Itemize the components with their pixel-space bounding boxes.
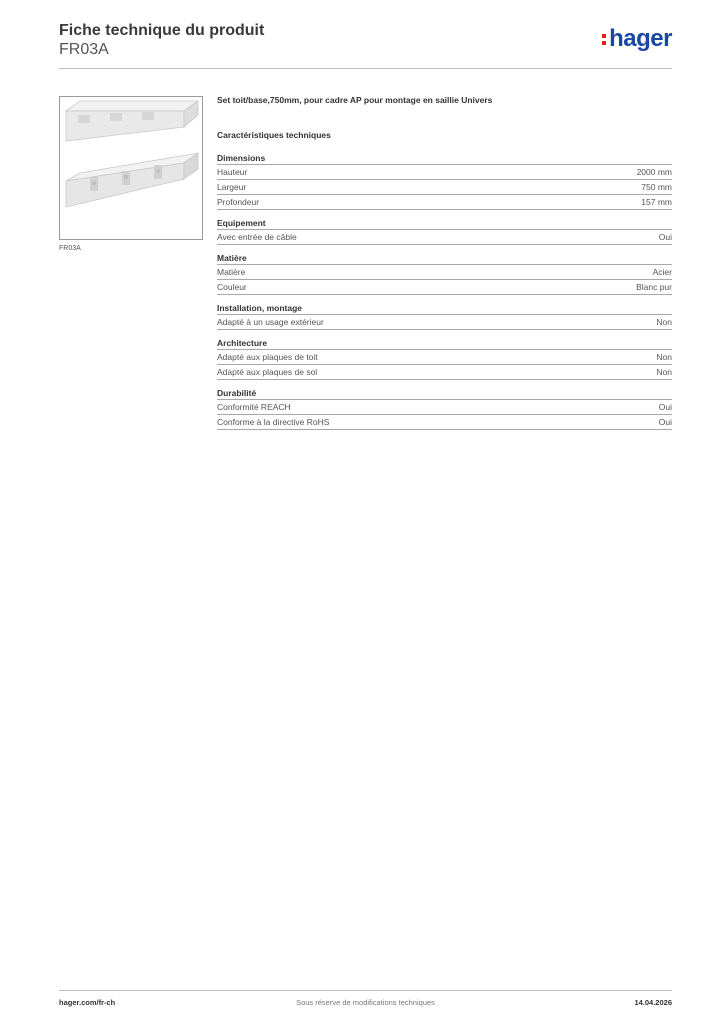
hager-logo [602, 25, 672, 53]
footer-website: hager.com/fr-ch [59, 998, 116, 1007]
spec-label: Adapté à un usage extérieur [217, 317, 324, 327]
footer-divider [59, 990, 672, 991]
spec-label: Adapté aux plaques de toit [217, 352, 318, 362]
product-description: Set toit/base,750mm, pour cadre AP pour montage en saillie Univers [217, 95, 493, 105]
spec-row [217, 314, 672, 330]
spec-group-equipement [217, 217, 672, 245]
spec-label: Hauteur [217, 167, 248, 177]
spec-row [217, 279, 672, 295]
spec-group-matiere [217, 252, 672, 295]
spec-label: Conforme à la directive RoHS [217, 417, 330, 427]
spec-label: Matière [217, 267, 246, 277]
footer-date: 14.04.2026 [634, 998, 672, 1007]
group-title: Durabilité [217, 388, 257, 398]
spec-value: Blanc pur [636, 282, 672, 292]
spec-row [217, 399, 672, 414]
spec-value: Acier [652, 267, 672, 277]
spec-panel [217, 95, 672, 437]
spec-value: Oui [658, 417, 672, 427]
group-title: Architecture [217, 338, 268, 348]
spec-label: Profondeur [217, 197, 260, 207]
spec-group-durabilite [217, 387, 672, 430]
spec-value: 157 mm [641, 197, 672, 207]
spec-label: Avec entrée de câble [217, 232, 297, 242]
spec-value: 750 mm [641, 182, 672, 192]
group-title: Dimensions [217, 153, 266, 163]
spec-label: Couleur [217, 282, 247, 292]
spec-label: Adapté aux plaques de sol [217, 367, 318, 377]
product-code: FR03A [59, 41, 109, 58]
spec-value: Oui [658, 402, 672, 412]
product-image [59, 96, 203, 240]
spec-row [217, 179, 672, 194]
spec-label: Conformité REACH [217, 402, 291, 412]
product-illustration [60, 97, 202, 239]
spec-group-installation [217, 302, 672, 330]
spec-group-dimensions [217, 152, 672, 210]
spec-value: Non [656, 367, 672, 377]
spec-label: Largeur [217, 182, 247, 192]
spec-value: Oui [658, 232, 672, 242]
spec-row [217, 229, 672, 245]
footer-notice: Sous réserve de modifications techniques [296, 998, 435, 1007]
group-title: Matière [217, 253, 247, 263]
group-title: Equipement [217, 218, 266, 228]
spec-value: 2000 mm [636, 167, 672, 177]
spec-row [217, 264, 672, 279]
image-caption: FR03A [59, 245, 81, 252]
logo-dots-icon [602, 31, 607, 47]
header-divider [59, 68, 672, 69]
spec-row [217, 364, 672, 380]
spec-row [217, 349, 672, 364]
spec-row [217, 414, 672, 430]
document-title: Fiche technique du produit [59, 22, 265, 39]
spec-value: Non [656, 352, 672, 362]
spec-row [217, 164, 672, 179]
specs-heading: Caractéristiques techniques [217, 130, 331, 140]
group-title: Installation, montage [217, 303, 303, 313]
spec-group-architecture [217, 337, 672, 380]
spec-value: Non [656, 317, 672, 327]
spec-row [217, 194, 672, 210]
logo-text: hager [609, 25, 672, 52]
page-header [59, 20, 672, 70]
